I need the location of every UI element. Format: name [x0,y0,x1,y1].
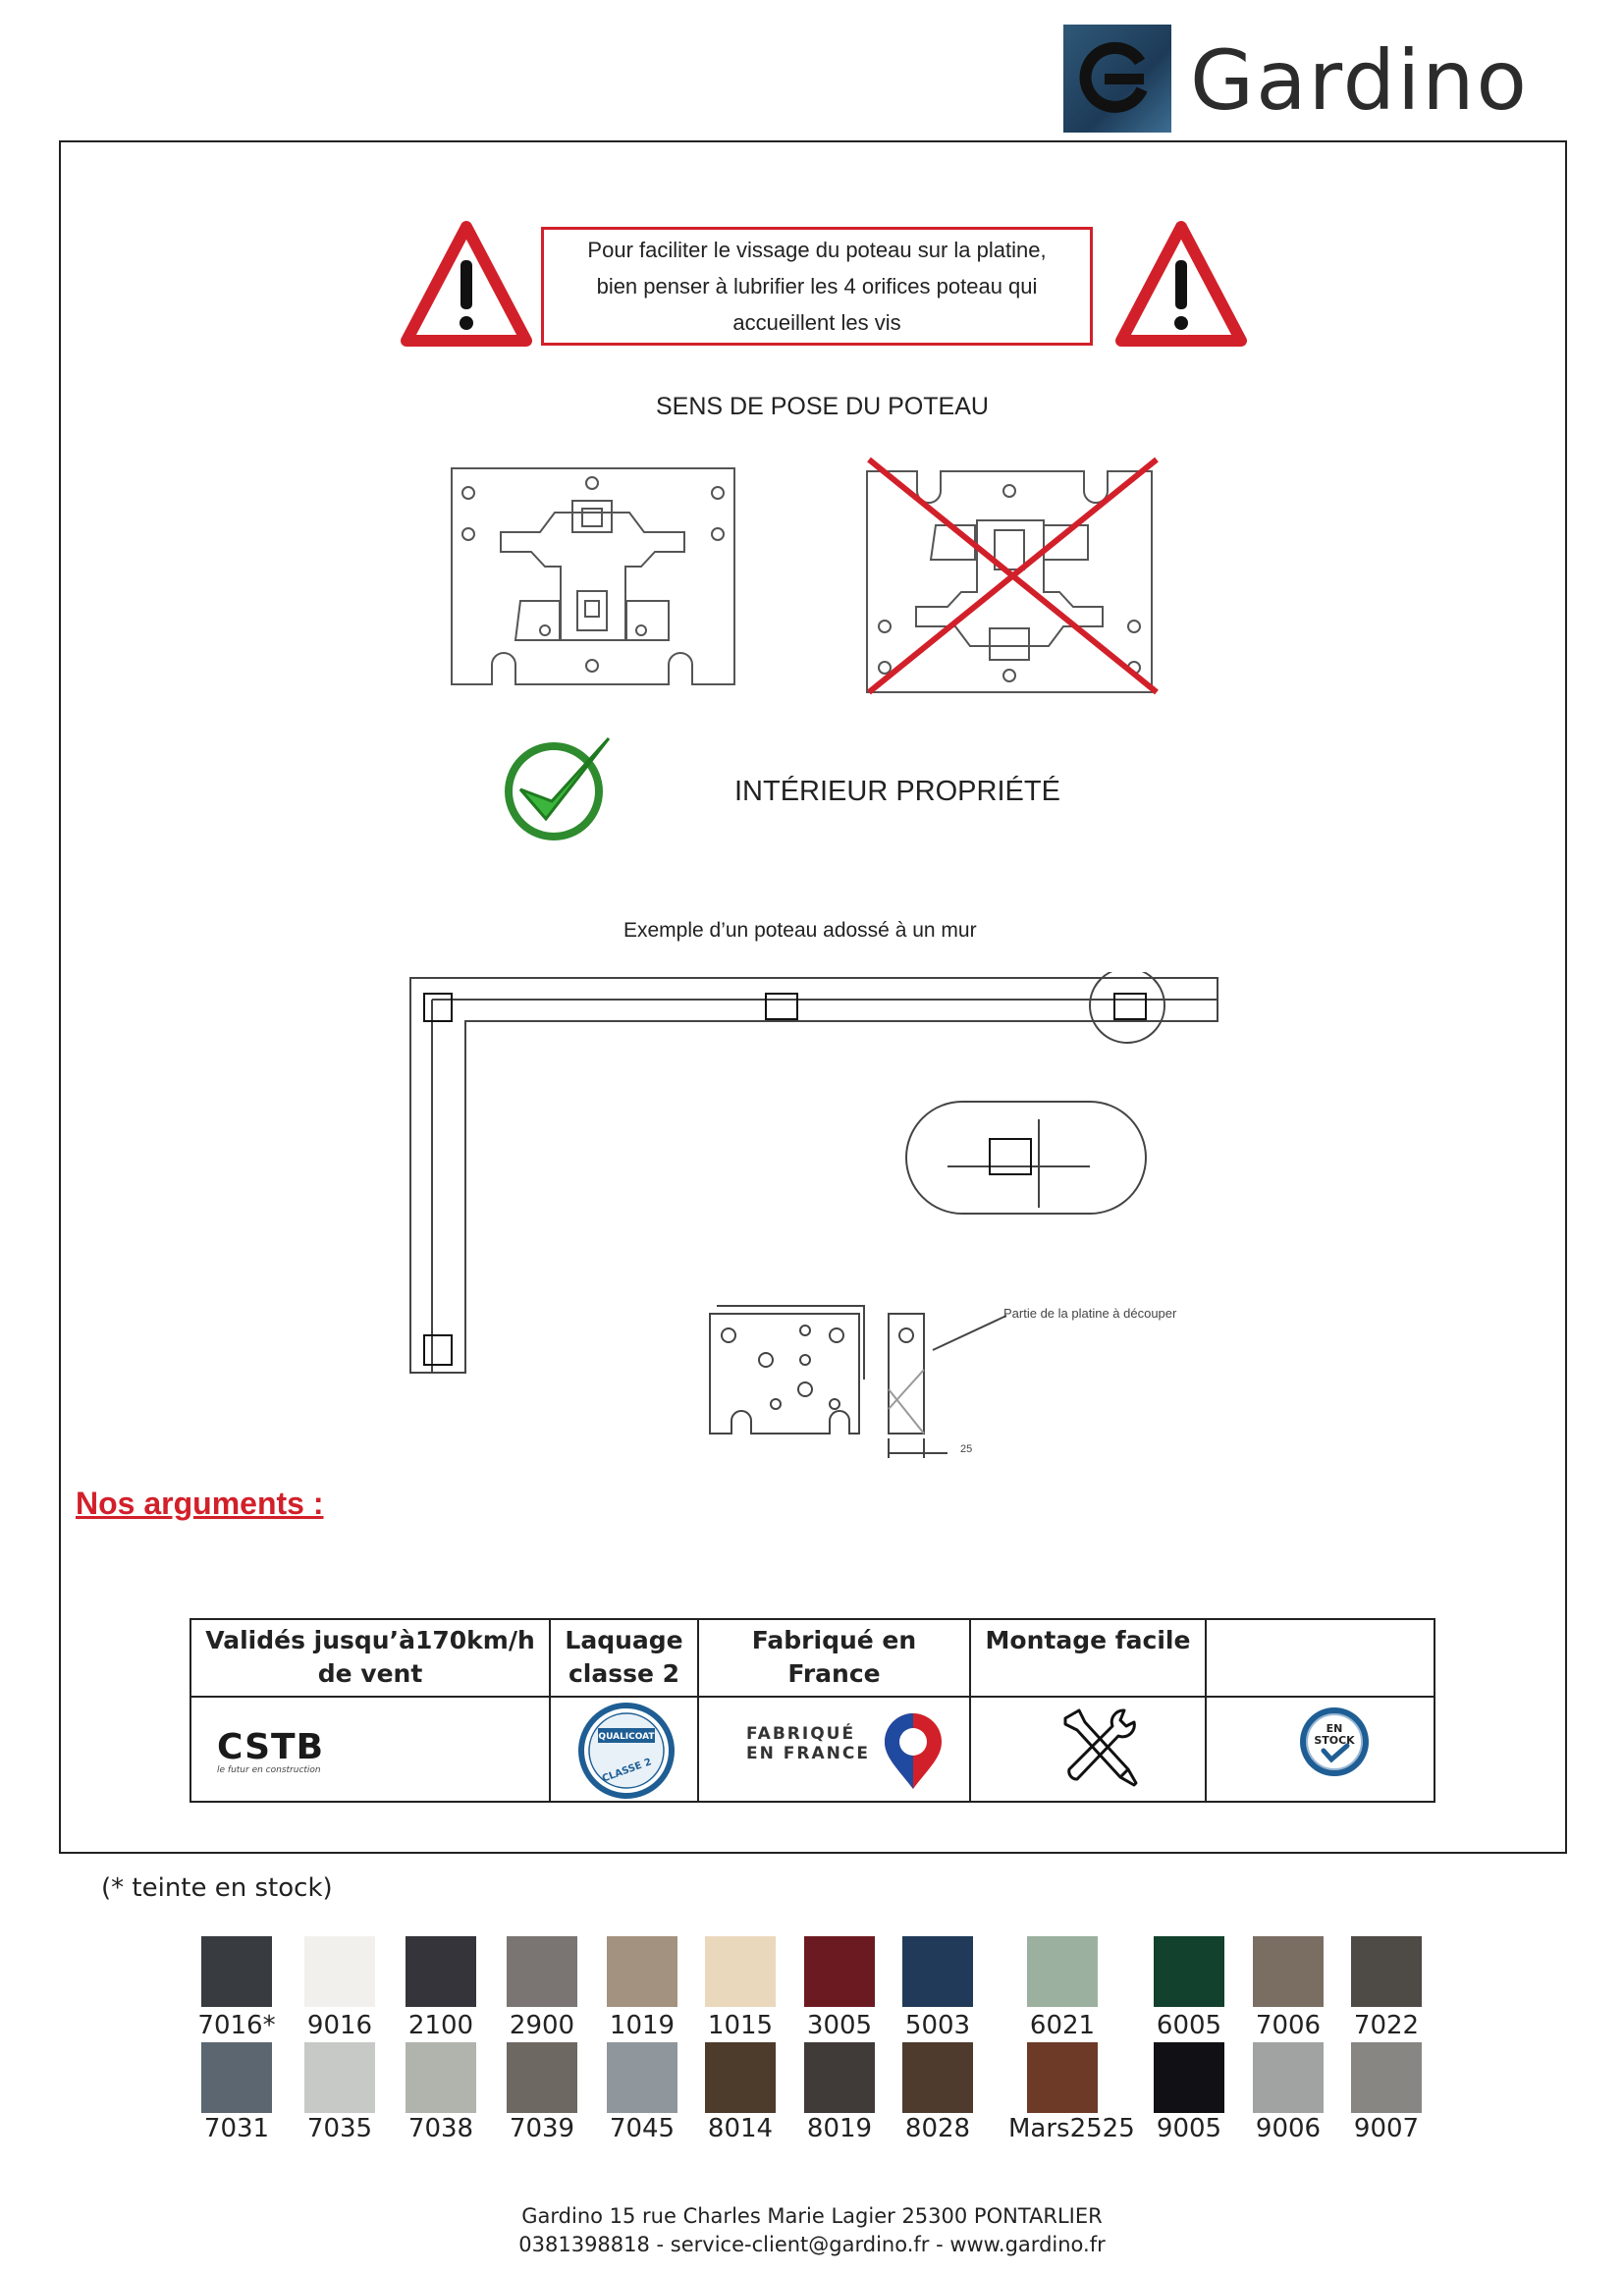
argument-header-montage [971,1620,1205,1696]
cstb-tagline: le futur en construction [217,1765,321,1775]
color-swatch-label: 7045 [609,2114,676,2143]
diagram-title: SENS DE POSE DU POTEAU [656,393,989,420]
color-swatch-label: 1019 [609,2011,676,2040]
color-swatch-label: 8019 [806,2114,873,2143]
lubrication-notice [541,227,1093,346]
example-label: Exemple d’un poteau adossé à un mur [623,919,977,942]
color-swatch [607,1936,677,2007]
location-pin-icon [879,1710,947,1791]
color-swatch [201,1936,272,2007]
color-swatch-label: 7016* [197,2011,276,2040]
footer-address: Gardino 15 rue Charles Marie Lagier 25300 PONTARLIER [521,2204,1103,2228]
fef-line2: EN FRANCE [746,1744,870,1763]
plate-cutout-label: Partie de la platine à découper [1003,1306,1177,1321]
color-swatch [507,2042,577,2113]
color-swatch-label: 7035 [306,2114,373,2143]
footer-contact: 0381398818 - service-client@gardino.fr - www.gardino.fr [518,2233,1106,2256]
arguments-title: Nos arguments : [76,1486,324,1521]
color-swatch [804,1936,875,2007]
color-swatch-label: 7006 [1255,2011,1322,2040]
brand-name: Gardino [1190,32,1529,129]
color-swatch [1154,2042,1224,2113]
brand-g-icon [1063,25,1171,133]
color-swatch [607,2042,677,2113]
cstb-logo-text: CSTB [217,1727,325,1767]
color-swatch-label: 1015 [707,2011,774,2040]
stock-line1: EN [1326,1722,1343,1735]
color-swatch-label: Mars2525 [1008,2114,1135,2143]
tools-icon [1056,1705,1140,1789]
fabrique-en-france-logo [746,1724,870,1763]
qualicoat-logo [578,1703,675,1799]
color-swatch [804,2042,875,2113]
color-swatch-label: 6021 [1029,2011,1096,2040]
notice-line-1: Pour faciliter le vissage du poteau sur la platine, [587,238,1047,262]
color-swatch [705,2042,776,2113]
color-swatch [304,2042,375,2113]
interior-label: INTÉRIEUR PROPRIÉTÉ [734,776,1060,807]
incorrect-orientation-diagram [857,452,1166,697]
check-icon [499,729,617,846]
color-swatch-label: 2100 [407,2011,474,2040]
cstb-logo [217,1727,325,1775]
color-swatch [406,2042,476,2113]
stock-note: (* teinte en stock) [101,1873,333,1903]
argument-laquage-line2: classe 2 [568,1659,680,1688]
color-swatch [507,1936,577,2007]
table-row-divider [191,1696,1434,1698]
argument-wind-line2: de vent [317,1659,423,1688]
warning-right-icon [1115,221,1247,347]
stock-line2: STOCK [1314,1734,1355,1747]
argument-header-france [699,1620,969,1696]
color-swatch [304,1936,375,2007]
color-swatch [1253,2042,1324,2113]
notice-line-3: accueillent les vis [732,310,901,335]
brand-logo-mark [1063,25,1171,133]
color-swatch-label: 7022 [1353,2011,1420,2040]
color-swatch [406,1936,476,2007]
fef-line1: FABRIQUÉ [746,1724,856,1744]
color-swatch [1027,2042,1098,2113]
qualicoat-bottom-text: CLASSE 2 [600,1757,654,1785]
qualicoat-top-text: QUALICOAT [598,1732,655,1742]
color-swatch-label: 8028 [904,2114,971,2143]
correct-orientation-diagram [447,463,739,689]
arguments-table [189,1618,1435,1803]
argument-header-laquage [551,1620,697,1696]
color-swatch [1154,1936,1224,2007]
argument-france-line1: Fabriqué en [751,1626,917,1654]
color-swatch-label: 2900 [509,2011,575,2040]
color-swatch [1351,1936,1422,2007]
color-swatch [705,1936,776,2007]
color-swatch [1253,1936,1324,2007]
table-col-divider [1205,1620,1207,1801]
color-swatch [1351,2042,1422,2113]
color-swatch-label: 9007 [1353,2114,1420,2143]
color-swatch [902,1936,973,2007]
warning-left-icon [401,221,532,347]
color-swatch-label: 5003 [904,2011,971,2040]
argument-france-line2: France [787,1659,881,1688]
color-swatch-label: 3005 [806,2011,873,2040]
argument-header-wind [191,1620,549,1696]
plate-dimension: 25 [960,1443,973,1455]
color-swatch [201,2042,272,2113]
color-swatch-label: 9006 [1255,2114,1322,2143]
color-swatch [1027,1936,1098,2007]
en-stock-badge [1297,1705,1372,1779]
notice-line-2: bien penser à lubrifier les 4 orifices poteau qui [596,274,1038,298]
argument-wind-line1: Validés jusqu’à170km/h [205,1626,535,1654]
color-swatch-label: 6005 [1156,2011,1222,2040]
argument-montage-line1: Montage facile [985,1626,1191,1654]
color-swatch-label: 8014 [707,2114,774,2143]
color-swatch-label: 9005 [1156,2114,1222,2143]
argument-laquage-line1: Laquage [565,1626,683,1654]
color-swatch-label: 7039 [509,2114,575,2143]
color-swatch-label: 9016 [306,2011,373,2040]
color-swatch-label: 7031 [203,2114,270,2143]
color-swatch [902,2042,973,2113]
color-swatch-label: 7038 [407,2114,474,2143]
